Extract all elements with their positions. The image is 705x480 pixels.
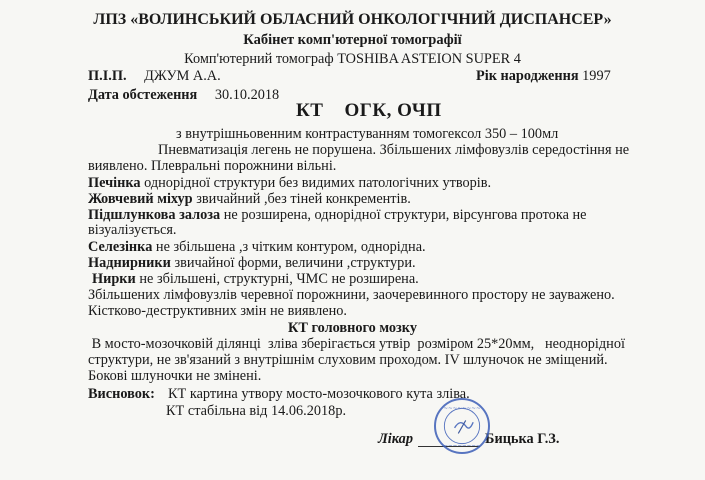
gallbladder-row xyxy=(88,191,411,207)
adrenal-row xyxy=(88,255,416,271)
gallbladder-label: Жовчевий міхур xyxy=(88,191,193,207)
lungs-line-2: виявлено. Плевральні порожнини вільні. xyxy=(88,158,337,174)
brain-line-1: В мосто-мозочковій ділянці зліва зберігається утвір розміром 25*20мм, неоднорідної xyxy=(88,336,625,352)
stamp-graphic xyxy=(436,400,488,452)
pancreas-label: Підшлункова залоза xyxy=(88,207,221,223)
study-title: КТ ОГК, ОЧП xyxy=(296,100,442,121)
brain-line-3: Бокові шлуночки не змінені. xyxy=(88,368,262,384)
exam-date-label: Дата обстеження xyxy=(88,87,198,103)
svg-text:~~~~~~~~: ~~~~~~~~ xyxy=(443,406,481,413)
pancreas-text: не розширена, однорідної структури, вірсунгова протока не xyxy=(220,207,587,223)
doctor-label: Лікар xyxy=(378,431,413,447)
bones-line: Кістково-деструктивних змін не виявлено. xyxy=(88,303,347,319)
patient-name-row xyxy=(88,68,221,84)
adrenal-label: Наднирники xyxy=(88,255,171,271)
conclusion-line-2: КТ стабільна від 14.06.2018р. xyxy=(166,403,347,419)
birth-year-label: Рік народження xyxy=(476,68,579,84)
birth-year-row xyxy=(476,68,611,84)
exam-date-value: 30.10.2018 xyxy=(214,87,280,103)
adrenal-text: звичайної форми, величини ,структури. xyxy=(170,255,416,271)
lungs-line-1: Пневматизація легень не порушена. Збільшених лімфовузлів середостіння не xyxy=(158,142,630,158)
department-title: Кабінет комп'ютерної томографії xyxy=(243,32,462,48)
exam-date-row xyxy=(88,87,279,103)
contrast-line: з внутрішньовенним контрастуванням томогексол 350 – 100мл xyxy=(176,126,559,142)
spleen-row xyxy=(88,239,426,255)
kidney-row xyxy=(92,271,419,287)
liver-row xyxy=(88,175,491,191)
device-line: Комп'ютерний томограф TOSHIBA ASTEION SUPER 4 xyxy=(184,51,521,67)
brain-section-title: КТ головного мозку xyxy=(288,320,417,336)
pancreas-line-2: візуалізується. xyxy=(88,222,177,238)
spleen-text: не збільшена ,з чітким контуром, однорідна. xyxy=(152,239,426,255)
official-stamp xyxy=(434,398,490,454)
kidney-label: Нирки xyxy=(92,271,136,287)
gallbladder-text: звичайний ,без тіней конкрементів. xyxy=(192,191,411,207)
liver-label: Печінка xyxy=(88,175,141,191)
birth-year-value: 1997 xyxy=(582,68,611,84)
patient-name-value: ДЖУМ А.А. xyxy=(144,68,221,84)
patient-name-label: П.І.П. xyxy=(88,68,127,84)
brain-line-2: структури, не зв'язаний з внутрішнім слуховим проходом. IV шлуночок не зміщений. xyxy=(88,352,608,368)
lymph-nodes-line: Збільшених лімфовузлів черевної порожнини, заочеревинного простору не зауважено. xyxy=(88,287,615,303)
conclusion-line-1: КТ картина утвору мосто-мозочкового кута зліва. xyxy=(168,386,470,402)
svg-text:~~~~~~~~: ~~~~~~~~ xyxy=(443,443,481,450)
conclusion-label: Висновок: xyxy=(88,386,155,402)
kidney-text: не збільшені, структурні, ЧМС не розширена. xyxy=(135,271,419,287)
liver-text: однорідної структури без видимих патологічних утворів. xyxy=(140,175,492,191)
spleen-label: Селезінка xyxy=(88,239,153,255)
pancreas-row xyxy=(88,207,586,223)
doctor-name: Бицька Г.З. xyxy=(485,431,560,447)
institution-title: ЛПЗ «ВОЛИНСЬКИЙ ОБЛАСНИЙ ОНКОЛОГІЧНИЙ ДИСПАНСЕР» xyxy=(93,11,612,28)
